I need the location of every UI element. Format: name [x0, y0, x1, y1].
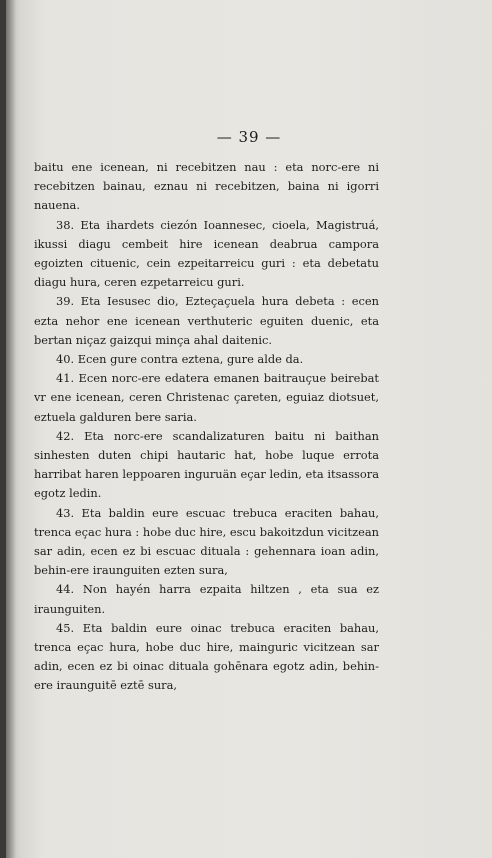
body-text	[34, 158, 379, 696]
verse-41: 41. Ecen norc-ere edatera emanen baitrauçue beirebat vr ene icenean, ceren Christenac çareten, eguiaz diotsuet, eztuela galduren bere saria.	[34, 371, 379, 424]
paragraph-continuation: baitu ene icenean, ni recebitzen nau : eta norc-ere ni recebitzen bainau, eznau ni recebitzen, baina ni igorri nauena.	[34, 160, 379, 213]
verse-42: 42. Eta norc-ere scandalizaturen baitu ni baithan sinhesten duten chipi hautaric hat, hobe luque errota harribat haren leppoaren inguruän eçar ledin, eta itsassora egotz ledin.	[34, 428, 379, 501]
verse-39: 39. Eta Iesusec dio, Ezteçaçuela hura debeta : ecen ezta nehor ene icenean verthuteric eguiten duenic, eta bertan niçaz gaizqui minça ahal daitenic.	[34, 294, 379, 347]
verse-44: 44. Non hayén harra ezpaita hiltzen , eta sua ez iraunguiten.	[34, 582, 379, 616]
verse-43: 43. Eta baldin eure escuac trebuca eraciten bahau, trenca eçac hura : hobe duc hire, escu bakoitzdun vicitzean sar adin, ecen ez bi escuac dituala : gehennara ioan adin, behin-ere iraunguiten ezten sura,	[34, 505, 379, 578]
verse-38: 38. Eta ihardets ciezón Ioannesec, cioela, Magistruá, ikussi diagu cembeit hire icenean deabrua campora egoizten cituenic, cein ezpeitarreicu guri : eta debetatu diagu hura, ceren ezpetarreicu guri.	[34, 217, 379, 290]
verse-45: 45. Eta baldin eure oinac trebuca eraciten bahau, trenca eçac hura, hobe duc hire, mainguric vicitzean sar adin, ecen ez bi oinac dituala gohēnara egotz adin, behin-ere iraunguitē eztē sura,	[34, 620, 379, 693]
book-page	[6, 0, 492, 858]
page-number: — 39 —	[216, 128, 282, 146]
verse-40: 40. Ecen gure contra eztena, gure alde da.	[56, 352, 304, 367]
